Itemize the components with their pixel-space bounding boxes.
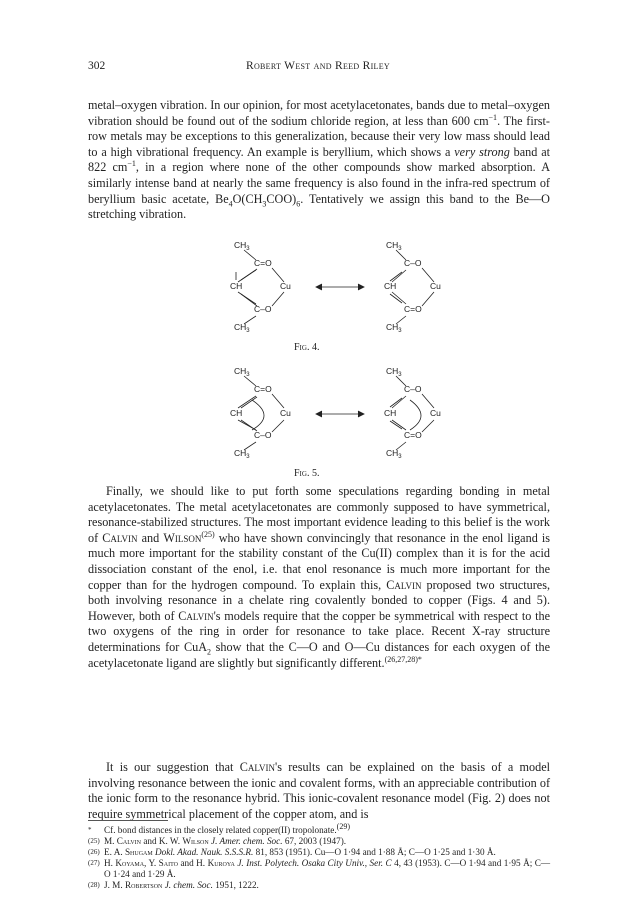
fn28-author-init: J. M.: [104, 880, 125, 890]
fn27-mark: (27): [88, 859, 100, 867]
paragraph-3: [88, 760, 550, 822]
atom5-ch: CH: [230, 408, 243, 418]
fig5-caption: Fig. 5.: [294, 468, 320, 479]
footnote-rule: [88, 820, 168, 821]
para2-text-3: who have shown convincingly that resonance in the enol ligand is much more important for the stability constant of the Cu(II) complex than it is for the acid dissociation constant of the enol, i.e. that enol resonance is much more important for the copper than for the hydrogen compound. To explain this,: [88, 530, 550, 592]
author-calvin-1: Calvin: [102, 530, 138, 545]
atom5-ch3-bottom: $CH_3$: [234, 448, 250, 460]
atom5-ch3-top: $CH_3$: [234, 366, 250, 378]
atom-cu: Cu: [280, 281, 291, 291]
fn25-author-2: Wilson: [182, 836, 209, 846]
atom-c-o: C–O: [254, 304, 272, 314]
formula-mid-1: O(CH: [232, 191, 263, 206]
atom5-cu: Cu: [280, 408, 291, 418]
fig5-left-structure: [230, 366, 291, 460]
footnotes: [88, 821, 551, 891]
footnote-25: [88, 836, 550, 847]
fn25-mark: (25): [88, 837, 100, 845]
page-number: 302: [88, 60, 106, 72]
formula-sub-2: 3: [262, 199, 267, 208]
author-calvin-2: Calvin: [386, 577, 422, 592]
fn25-journal: J. Amer. chem. Soc.: [211, 836, 283, 846]
atom5-c-double-o-r: C=O: [404, 430, 422, 440]
fn27-author-init-1: H.: [104, 858, 116, 868]
fig4-caption: Fig. 4.: [294, 342, 320, 353]
fn27-author-2: Saito: [158, 858, 178, 868]
fn-star-text: Cf. bond distances in the closely related copper(II) tropolonate.: [104, 825, 337, 835]
atom-ch3-bottom-r: $CH_3$: [386, 322, 402, 334]
atom-cu-r: Cu: [430, 281, 441, 291]
para3-text-2: 's results can be explained on the basis of a model involving resonance between the ionic and covalent forms, with an appreciable contribution of the ionic form to the resonance hybrid. This ionic-covalent resonance model (Fig. 2) does not require symmetrical placement of the copper atom, and is: [88, 760, 550, 821]
author-calvin-3: Calvin: [178, 608, 214, 623]
fn28-journal: J. chem. Soc.: [164, 880, 213, 890]
para1-text-4: , in a region where none of the other compounds show marked absorption. A similarly intense band at nearly the same frequency is also found in the infra-red spectrum of beryllium basic acetate, Be: [88, 160, 550, 206]
para1-text-2: . The first-row metals may be exceptions to this generalization, because their very low mass should lead to a high vibrational frequency. An example is beryllium, which shows a: [88, 113, 550, 159]
formula-sub-3: 6: [296, 199, 301, 208]
atom5-c-double-o: C=O: [254, 384, 272, 394]
para2-text-4: proposed two structures, both involving resonance in a chelate ring covalently bonded to copper (Figs. 4 and 5). However, both of: [88, 577, 551, 623]
atom-ch3-bottom: $CH_3$: [234, 322, 250, 334]
fn26-author: Shugam: [124, 847, 153, 857]
atom5-c-o-r: C–O: [404, 384, 422, 394]
paragraph-2: [88, 484, 550, 671]
atom-ch3-top-r: $CH_3$: [386, 240, 402, 252]
fn26-mark: (26): [88, 848, 100, 856]
footnote-27: [88, 858, 550, 880]
atom-ch: CH: [230, 281, 243, 291]
fn27-author-init-3: and H.: [178, 858, 208, 868]
para2-text-2: and: [137, 530, 164, 545]
fn27-author-init-2: , Y.: [144, 858, 159, 868]
para2-text-6: show that the C—O and O—Cu distances for each oxygen of the acetylacetonate ligand are slightly but significantly different.: [88, 639, 551, 670]
formula-mid-2: COO): [266, 191, 297, 206]
cua2-sub: 2: [207, 647, 212, 657]
fig5-right-structure: [384, 366, 441, 460]
fn25-author-init-2: and K. W.: [141, 836, 183, 846]
para1-italic: very strong: [454, 144, 510, 159]
para1-text-3: band at 822 cm: [88, 144, 550, 175]
atom-ch-r: CH: [384, 281, 397, 291]
fn27-author-1: Koyama: [115, 858, 145, 868]
formula-sub-1: 4: [228, 199, 233, 208]
author-wilson: Wilson: [163, 530, 202, 545]
fig4-right-structure: [384, 240, 441, 334]
para1-sup-2: −1: [127, 159, 136, 169]
atom5-ch-r: CH: [384, 408, 397, 418]
atom5-ch3-bottom-r: $CH_3$: [386, 448, 402, 460]
para2-text-5: 's models require that the copper be symmetrical with respect to the two oxygens of the ring in order for resonance to take place. Recent X-ray structure determinations for CuA: [88, 608, 550, 654]
fn27-rest: 4, 43 (1953). C—O 1·94 and 1·95 Å; C—O 1·24 and 1·29 Å.: [104, 858, 551, 879]
fig4-resonance-arrow: [316, 284, 364, 290]
footnote-star-mark: *: [417, 654, 422, 664]
para3-text-1: It is our suggestion that: [106, 760, 240, 774]
atom5-ch3-top-r: $CH_3$: [386, 366, 402, 378]
fn27-author-3: Kuroya: [207, 858, 235, 868]
fn27-journal: J. Inst. Polytech. Osaka City Univ., Ser. C: [237, 858, 392, 868]
atom-ch3-top: $CH_3$: [234, 240, 250, 252]
author-calvin-4: Calvin: [239, 760, 276, 774]
para1-sup-1: −1: [488, 112, 498, 122]
fig5-resonance-arrow: [316, 411, 364, 417]
fn28-rest: 1951, 1222.: [212, 880, 259, 890]
para2-text-1: Finally, we should like to put forth some speculations regarding bonding in metal acetylacetonates. The metal acetylacetonates are commonly supposed to have symmetrical, resonance-stabilized structures. The most important evidence leading to this belief is the work of: [88, 484, 550, 545]
fn-star-mark: *: [88, 826, 92, 834]
fn26-rest: 81, 853 (1951). Cu—O 1·94 and 1·88 Å; C—O 1·25 and 1·30 Å.: [253, 847, 496, 857]
fig4-left-structure: [230, 240, 291, 334]
running-head: Robert West and Reed Riley: [245, 60, 391, 72]
atom-c-double-o: C=O: [254, 258, 272, 268]
fn28-mark: (28): [88, 881, 100, 889]
ref-25: (25): [201, 529, 215, 539]
fn26-journal: Dokl. Akad. Nauk. S.S.S.R.: [155, 847, 254, 857]
footnote-26: [88, 847, 550, 858]
atom5-cu-r: Cu: [430, 408, 441, 418]
fn26-author-init: E. A.: [104, 847, 125, 857]
fn25-rest: 67, 2003 (1947).: [282, 836, 347, 846]
ref-26-28: (26,27,28): [384, 654, 418, 664]
fn25-author-1: Calvin: [116, 836, 142, 846]
footnote-28: [88, 880, 550, 891]
fn-star-ref: (29): [336, 821, 350, 831]
atom-c-o-r: C–O: [404, 258, 422, 268]
atom-c-double-o-r: C=O: [404, 304, 422, 314]
fn28-author: Robertson: [124, 880, 163, 890]
para1-text-5: . Tentatively we assign this band to the Be—O stretching vibration.: [88, 191, 550, 222]
fn25-author-init-1: M.: [104, 836, 117, 846]
atom5-c-o: C–O: [254, 430, 272, 440]
footnote-star: [88, 821, 550, 836]
para1-text-1: metal–oxygen vibration. In our opinion, for most acetylacetonates, bands due to metal–oxygen vibration should be found out of the sodium chloride region, at less than 600 cm: [88, 98, 550, 128]
